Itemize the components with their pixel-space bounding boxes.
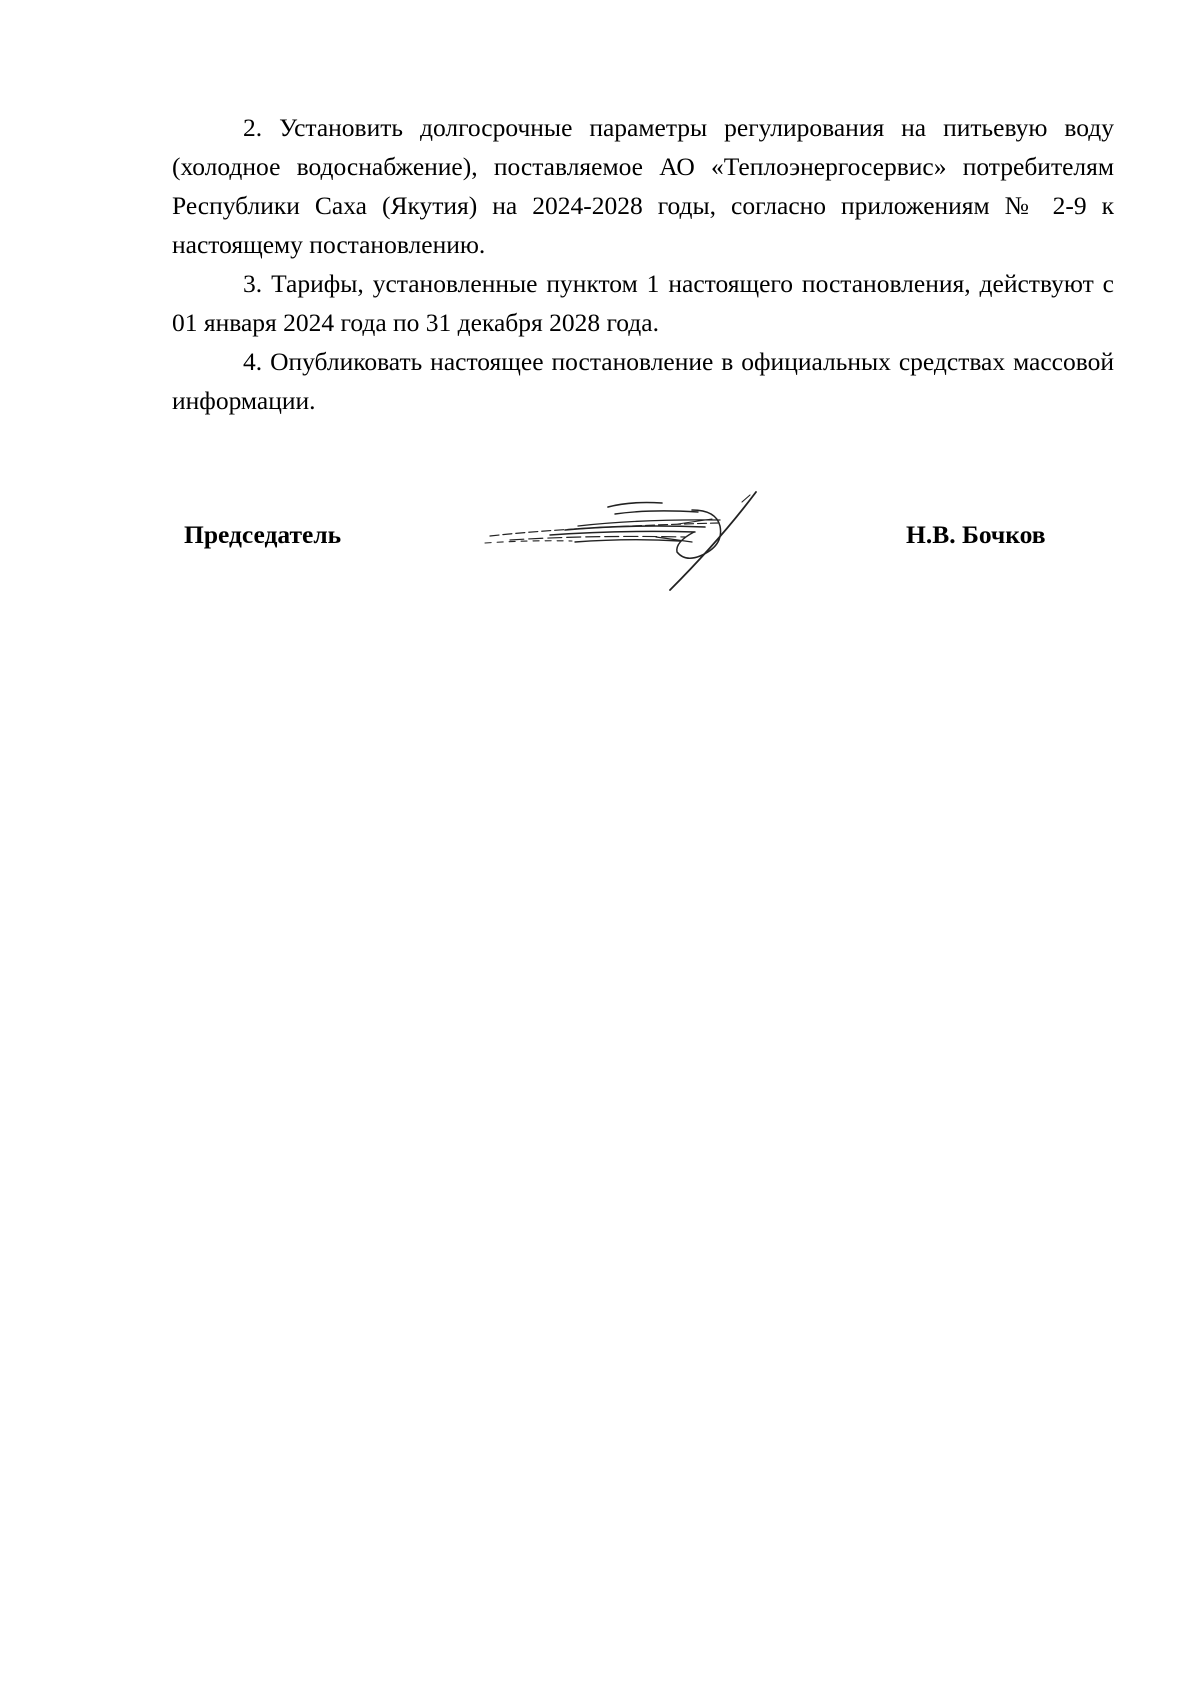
paragraph-3: 3. Тарифы, установленные пунктом 1 настоящего постановления, действуют с 01 января 2024 года по 31 декабря 2028 года. — [172, 269, 1114, 337]
signature-block — [0, 480, 1200, 600]
paragraph-2: 2. Установить долгосрочные параметры регулирования на питьевую воду (холодное водоснабжение), поставляемое АО «Теплоэнергосервис» потребителям Республики Саха (Якутия) на 2024-2028 годы, согласно приложениям № 2-9 к настоящему постановлению. — [172, 113, 1114, 259]
document-body — [172, 108, 1114, 420]
paragraph-4: 4. Опубликовать настоящее постановление в официальных средствах массовой информации. — [172, 347, 1114, 415]
signatory-title: Председатель — [184, 520, 342, 549]
handwritten-signature — [480, 480, 800, 595]
signatory-name: Н.В. Бочков — [906, 520, 1046, 549]
